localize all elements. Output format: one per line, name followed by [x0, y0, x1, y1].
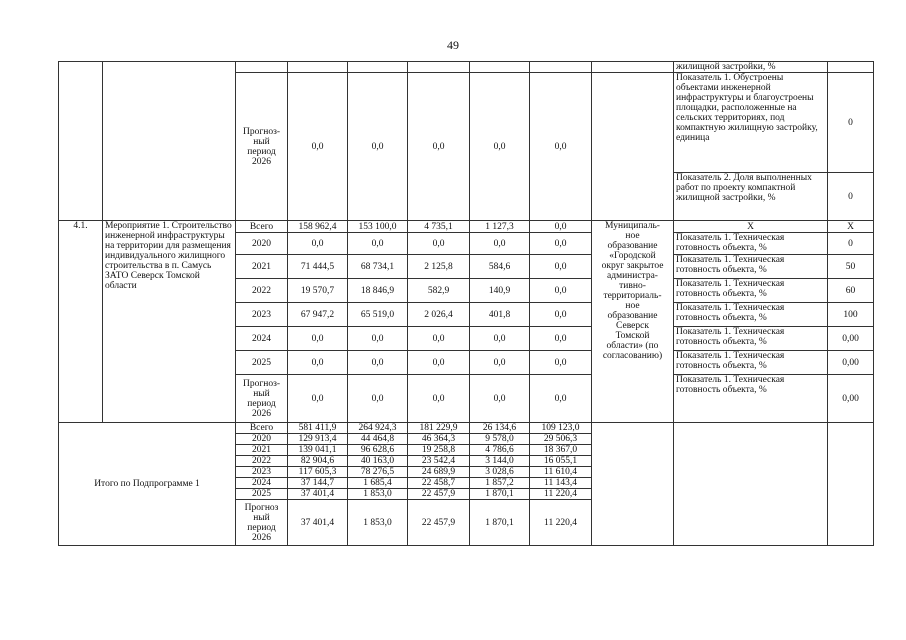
value-cell: 0,0	[288, 375, 348, 423]
value-cell: 0,0	[530, 255, 592, 279]
period-cell: 2020	[236, 434, 288, 445]
period-cell: 2020	[236, 233, 288, 255]
value-cell: 3 144,0	[470, 456, 530, 467]
period-cell: 2022	[236, 456, 288, 467]
indicator-value: 0,00	[828, 375, 874, 423]
indicator-text: Показатель 1. Обустроены объектами инженерной инфраструктуры и благоустроены площадки, расположенные на сельских территориях, под компактную жилищную застройку, единица	[674, 73, 828, 173]
indicator-text: Показатель 1. Техническая готовность объекта, %	[674, 279, 828, 303]
value-cell: 23 542,4	[408, 456, 470, 467]
period-cell: Всего	[236, 423, 288, 434]
value-cell: 46 364,3	[408, 434, 470, 445]
value-cell: 0,0	[348, 375, 408, 423]
value-cell: 0,0	[470, 233, 530, 255]
value-cell: 0,0	[348, 351, 408, 375]
empty-number-cell	[59, 62, 103, 221]
period-cell: 2024	[236, 478, 288, 489]
value-cell: 16 055,1	[530, 456, 592, 467]
period-cell: 2021	[236, 255, 288, 279]
value-cell: 0,0	[288, 73, 348, 221]
value-cell: 0,0	[530, 73, 592, 221]
indicator-value: 0	[828, 73, 874, 173]
value-cell: 584,6	[470, 255, 530, 279]
empty-cell	[288, 62, 348, 73]
value-cell: 0,0	[408, 351, 470, 375]
total-label: Итого по Подпрограмме 1	[59, 423, 236, 546]
value-cell: 0,0	[408, 327, 470, 351]
empty-executor-cell	[592, 73, 674, 221]
value-cell: 0,0	[530, 375, 592, 423]
value-cell: 37 401,4	[288, 489, 348, 500]
indicator-value: 0,00	[828, 351, 874, 375]
value-cell: 11 220,4	[530, 500, 592, 546]
period-cell: Всего	[236, 221, 288, 233]
empty-cell	[530, 62, 592, 73]
value-cell: 109 123,0	[530, 423, 592, 434]
period-cell: Прогноз ный период 2026	[236, 500, 288, 546]
indicator-value: 0	[828, 173, 874, 221]
empty-cell	[470, 62, 530, 73]
indicator-value: 60	[828, 279, 874, 303]
table-row	[59, 62, 874, 73]
value-cell: 68 734,1	[348, 255, 408, 279]
indicator-text: Показатель 1. Техническая готовность объекта, %	[674, 351, 828, 375]
value-cell: 3 028,6	[470, 467, 530, 478]
table-row	[59, 423, 874, 434]
value-cell: 29 506,3	[530, 434, 592, 445]
indicator-text: X	[674, 221, 828, 233]
value-cell: 9 578,0	[470, 434, 530, 445]
value-cell: 71 444,5	[288, 255, 348, 279]
value-cell: 129 913,4	[288, 434, 348, 445]
value-cell: 4 735,1	[408, 221, 470, 233]
value-cell: 4 786,6	[470, 445, 530, 456]
value-cell: 139 041,1	[288, 445, 348, 456]
empty-cell	[828, 62, 874, 73]
value-cell: 2 125,8	[408, 255, 470, 279]
page-number: 49	[447, 38, 459, 52]
empty-cell	[592, 62, 674, 73]
value-cell: 19 258,8	[408, 445, 470, 456]
value-cell: 1 853,0	[348, 489, 408, 500]
period-cell: 2021	[236, 445, 288, 456]
empty-value-cell	[828, 423, 874, 546]
value-cell: 11 143,4	[530, 478, 592, 489]
activity-name: Мероприятие 1. Строительство инженерной инфраструктуры на территории для размещения индивидуального жилищного строительства в п. Самусь ЗАТО Северск Томской области	[103, 221, 236, 423]
value-cell: 0,0	[530, 303, 592, 327]
value-cell: 264 924,3	[348, 423, 408, 434]
empty-cell	[408, 62, 470, 73]
indicator-text: Показатель 1. Техническая готовность объекта, %	[674, 327, 828, 351]
value-cell: 0,0	[408, 375, 470, 423]
value-cell: 40 163,0	[348, 456, 408, 467]
period-cell: 2023	[236, 467, 288, 478]
value-cell: 96 628,6	[348, 445, 408, 456]
value-cell: 158 962,4	[288, 221, 348, 233]
value-cell: 44 464,8	[348, 434, 408, 445]
executor-cell: Муниципаль- ное образование «Городской округ закрытое администра- тивно- территориаль- ное образование Северск Томской области» (по согласованию)	[592, 221, 674, 423]
subprogram-table	[58, 61, 874, 546]
indicator-text: Показатель 1. Техническая готовность объекта, %	[674, 375, 828, 423]
value-cell: 0,0	[288, 327, 348, 351]
value-cell: 0,0	[348, 233, 408, 255]
value-cell: 26 134,6	[470, 423, 530, 434]
value-cell: 153 100,0	[348, 221, 408, 233]
empty-cell	[236, 62, 288, 73]
indicator-value: 100	[828, 303, 874, 327]
value-cell: 0,0	[288, 351, 348, 375]
value-cell: 0,0	[288, 233, 348, 255]
value-cell: 0,0	[530, 233, 592, 255]
indicator-value: 50	[828, 255, 874, 279]
value-cell: 0,0	[408, 73, 470, 221]
indicator-text: Показатель 1. Техническая готовность объекта, %	[674, 233, 828, 255]
value-cell: 0,0	[470, 327, 530, 351]
value-cell: 37 401,4	[288, 500, 348, 546]
value-cell: 18 367,0	[530, 445, 592, 456]
value-cell: 581 411,9	[288, 423, 348, 434]
indicator-text: Показатель 1. Техническая готовность объекта, %	[674, 303, 828, 327]
value-cell: 0,0	[470, 73, 530, 221]
value-cell: 0,0	[348, 73, 408, 221]
period-cell: 2022	[236, 279, 288, 303]
value-cell: 67 947,2	[288, 303, 348, 327]
value-cell: 82 904,6	[288, 456, 348, 467]
indicator-text: жилищной застройки, %	[674, 62, 828, 73]
empty-executor-cell	[592, 423, 674, 546]
value-cell: 0,0	[408, 233, 470, 255]
value-cell: 582,9	[408, 279, 470, 303]
value-cell: 19 570,7	[288, 279, 348, 303]
value-cell: 24 689,9	[408, 467, 470, 478]
value-cell: 1 853,0	[348, 500, 408, 546]
value-cell: 0,0	[530, 221, 592, 233]
value-cell: 22 457,9	[408, 489, 470, 500]
value-cell: 11 610,4	[530, 467, 592, 478]
value-cell: 0,0	[530, 279, 592, 303]
value-cell: 1 127,3	[470, 221, 530, 233]
value-cell: 1 857,2	[470, 478, 530, 489]
value-cell: 0,0	[530, 351, 592, 375]
value-cell: 78 276,5	[348, 467, 408, 478]
indicator-text: Показатель 2. Доля выполненных работ по проекту компактной жилищной застройки, %	[674, 173, 828, 221]
period-cell: 2024	[236, 327, 288, 351]
indicator-value: 0	[828, 233, 874, 255]
indicator-value: X	[828, 221, 874, 233]
value-cell: 0,0	[470, 351, 530, 375]
value-cell: 22 458,7	[408, 478, 470, 489]
value-cell: 1 870,1	[470, 489, 530, 500]
value-cell: 18 846,9	[348, 279, 408, 303]
indicator-value: 0,00	[828, 327, 874, 351]
period-cell: 2023	[236, 303, 288, 327]
value-cell: 22 457,9	[408, 500, 470, 546]
period-cell: Прогноз- ный период 2026	[236, 375, 288, 423]
empty-indicator-cell	[674, 423, 828, 546]
value-cell: 37 144,7	[288, 478, 348, 489]
indicator-text: Показатель 1. Техническая готовность объекта, %	[674, 255, 828, 279]
value-cell: 401,8	[470, 303, 530, 327]
value-cell: 65 519,0	[348, 303, 408, 327]
value-cell: 117 605,3	[288, 467, 348, 478]
period-cell: Прогноз- ный период 2026	[236, 73, 288, 221]
period-cell: 2025	[236, 351, 288, 375]
activity-number: 4.1.	[59, 221, 103, 423]
value-cell: 181 229,9	[408, 423, 470, 434]
period-cell: 2025	[236, 489, 288, 500]
value-cell: 1 870,1	[470, 500, 530, 546]
value-cell: 0,0	[530, 327, 592, 351]
value-cell: 11 220,4	[530, 489, 592, 500]
value-cell: 0,0	[348, 327, 408, 351]
empty-cell	[348, 62, 408, 73]
table-row	[59, 221, 874, 233]
value-cell: 1 685,4	[348, 478, 408, 489]
value-cell: 0,0	[470, 375, 530, 423]
empty-name-cell	[103, 62, 236, 221]
value-cell: 140,9	[470, 279, 530, 303]
value-cell: 2 026,4	[408, 303, 470, 327]
